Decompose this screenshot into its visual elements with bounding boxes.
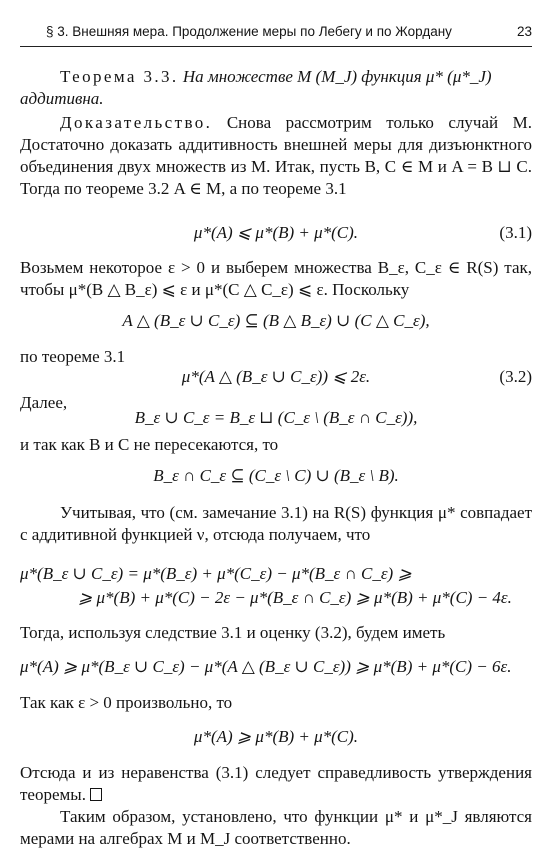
section-title: § 3. Внешняя мера. Продолжение меры по Лебегу и по Жордану [46, 24, 452, 39]
equation-3-1: μ*(A) ⩽ μ*(B) + μ*(C). [193, 223, 359, 242]
paragraph-further: Далее, [20, 393, 68, 412]
page-number: 23 [516, 24, 532, 39]
qed-square-icon [90, 788, 102, 801]
equation-union: B_ε ∪ C_ε = B_ε ⊔ (C_ε \ (B_ε ∩ C_ε)), [134, 408, 418, 427]
proof-heading: Доказательство. [60, 113, 213, 132]
equation-3-2: μ*(A △ (B_ε ∪ C_ε)) ⩽ 2ε. [181, 367, 371, 386]
equation-intersection: B_ε ∩ C_ε ⊆ (C_ε \ C) ∪ (B_ε \ B). [153, 466, 399, 485]
paragraph-choose-sets: Возьмем некоторое ε > 0 и выберем множества B_ε, C_ε ∈ R(S) так, чтобы μ*(B △ B_ε) ⩽ ε и μ*(C △ C_ε) ⩽ ε. Поскольку [20, 258, 532, 299]
paragraph-arbitrary: Так как ε > 0 произвольно, то [20, 693, 233, 712]
proof-intro [20, 112, 532, 200]
paragraph-conclusion [20, 762, 532, 806]
paragraph-closing: Таким образом, установлено, что функции μ* и μ*_J являются мерами на алгебрах M и M_J соответственно. [20, 807, 532, 848]
paragraph-then: Тогда, используя следствие 3.1 и оценку (3.2), будем иметь [20, 623, 446, 642]
equation-inclusion: A △ (B_ε ∪ C_ε) ⊆ (B △ B_ε) ∪ (C △ C_ε), [122, 311, 430, 330]
proof-intro-text: Снова рассмотрим только случай M. Достаточно доказать аддитивность внешней меры для дизъюнктного объединения двух множеств из M. Итак, пусть B, C ∈ M и A = B ⊔ C. Тогда по теореме 3.2 A ∈ M, а по теореме 3.1 [20, 113, 533, 198]
theorem-heading: Теорема 3.3. [60, 67, 179, 86]
equation-label-3-1: (3.1) [499, 223, 532, 242]
header-rule [20, 46, 532, 47]
equation-long-line-2: ⩾ μ*(B) + μ*(C) − 2ε − μ*(B_ε ∩ C_ε) ⩾ μ*(B) + μ*(C) − 4ε. [78, 588, 512, 607]
book-page [20, 0, 532, 862]
paragraph-additive: Учитывая, что (см. замечание 3.1) на R(S) функция μ* совпадает с аддитивной функцией ν, отсюда получаем, что [20, 503, 532, 544]
equation-label-3-2: (3.2) [499, 367, 532, 386]
paragraph-by-theorem: по теореме 3.1 [20, 347, 126, 366]
equation-reverse-inequality: μ*(A) ⩾ μ*(B) + μ*(C). [193, 727, 359, 746]
equation-long-line-1: μ*(B_ε ∪ C_ε) = μ*(B_ε) + μ*(C_ε) − μ*(B_ε ∩ C_ε) ⩾ [20, 564, 412, 583]
theorem-3-3 [20, 66, 532, 110]
paragraph-disjoint: и так как B и C не пересекаются, то [20, 435, 279, 454]
conclusion-text: Отсюда и из неравенства (3.1) следует справедливость утверждения теоремы. [20, 763, 532, 804]
theorem-statement: На множестве M (M_J) функция μ* (μ*_J) аддитивна. [20, 67, 492, 108]
equation-final-estimate: μ*(A) ⩾ μ*(B_ε ∪ C_ε) − μ*(A △ (B_ε ∪ C_ε)) ⩾ μ*(B) + μ*(C) − 6ε. [20, 657, 512, 676]
